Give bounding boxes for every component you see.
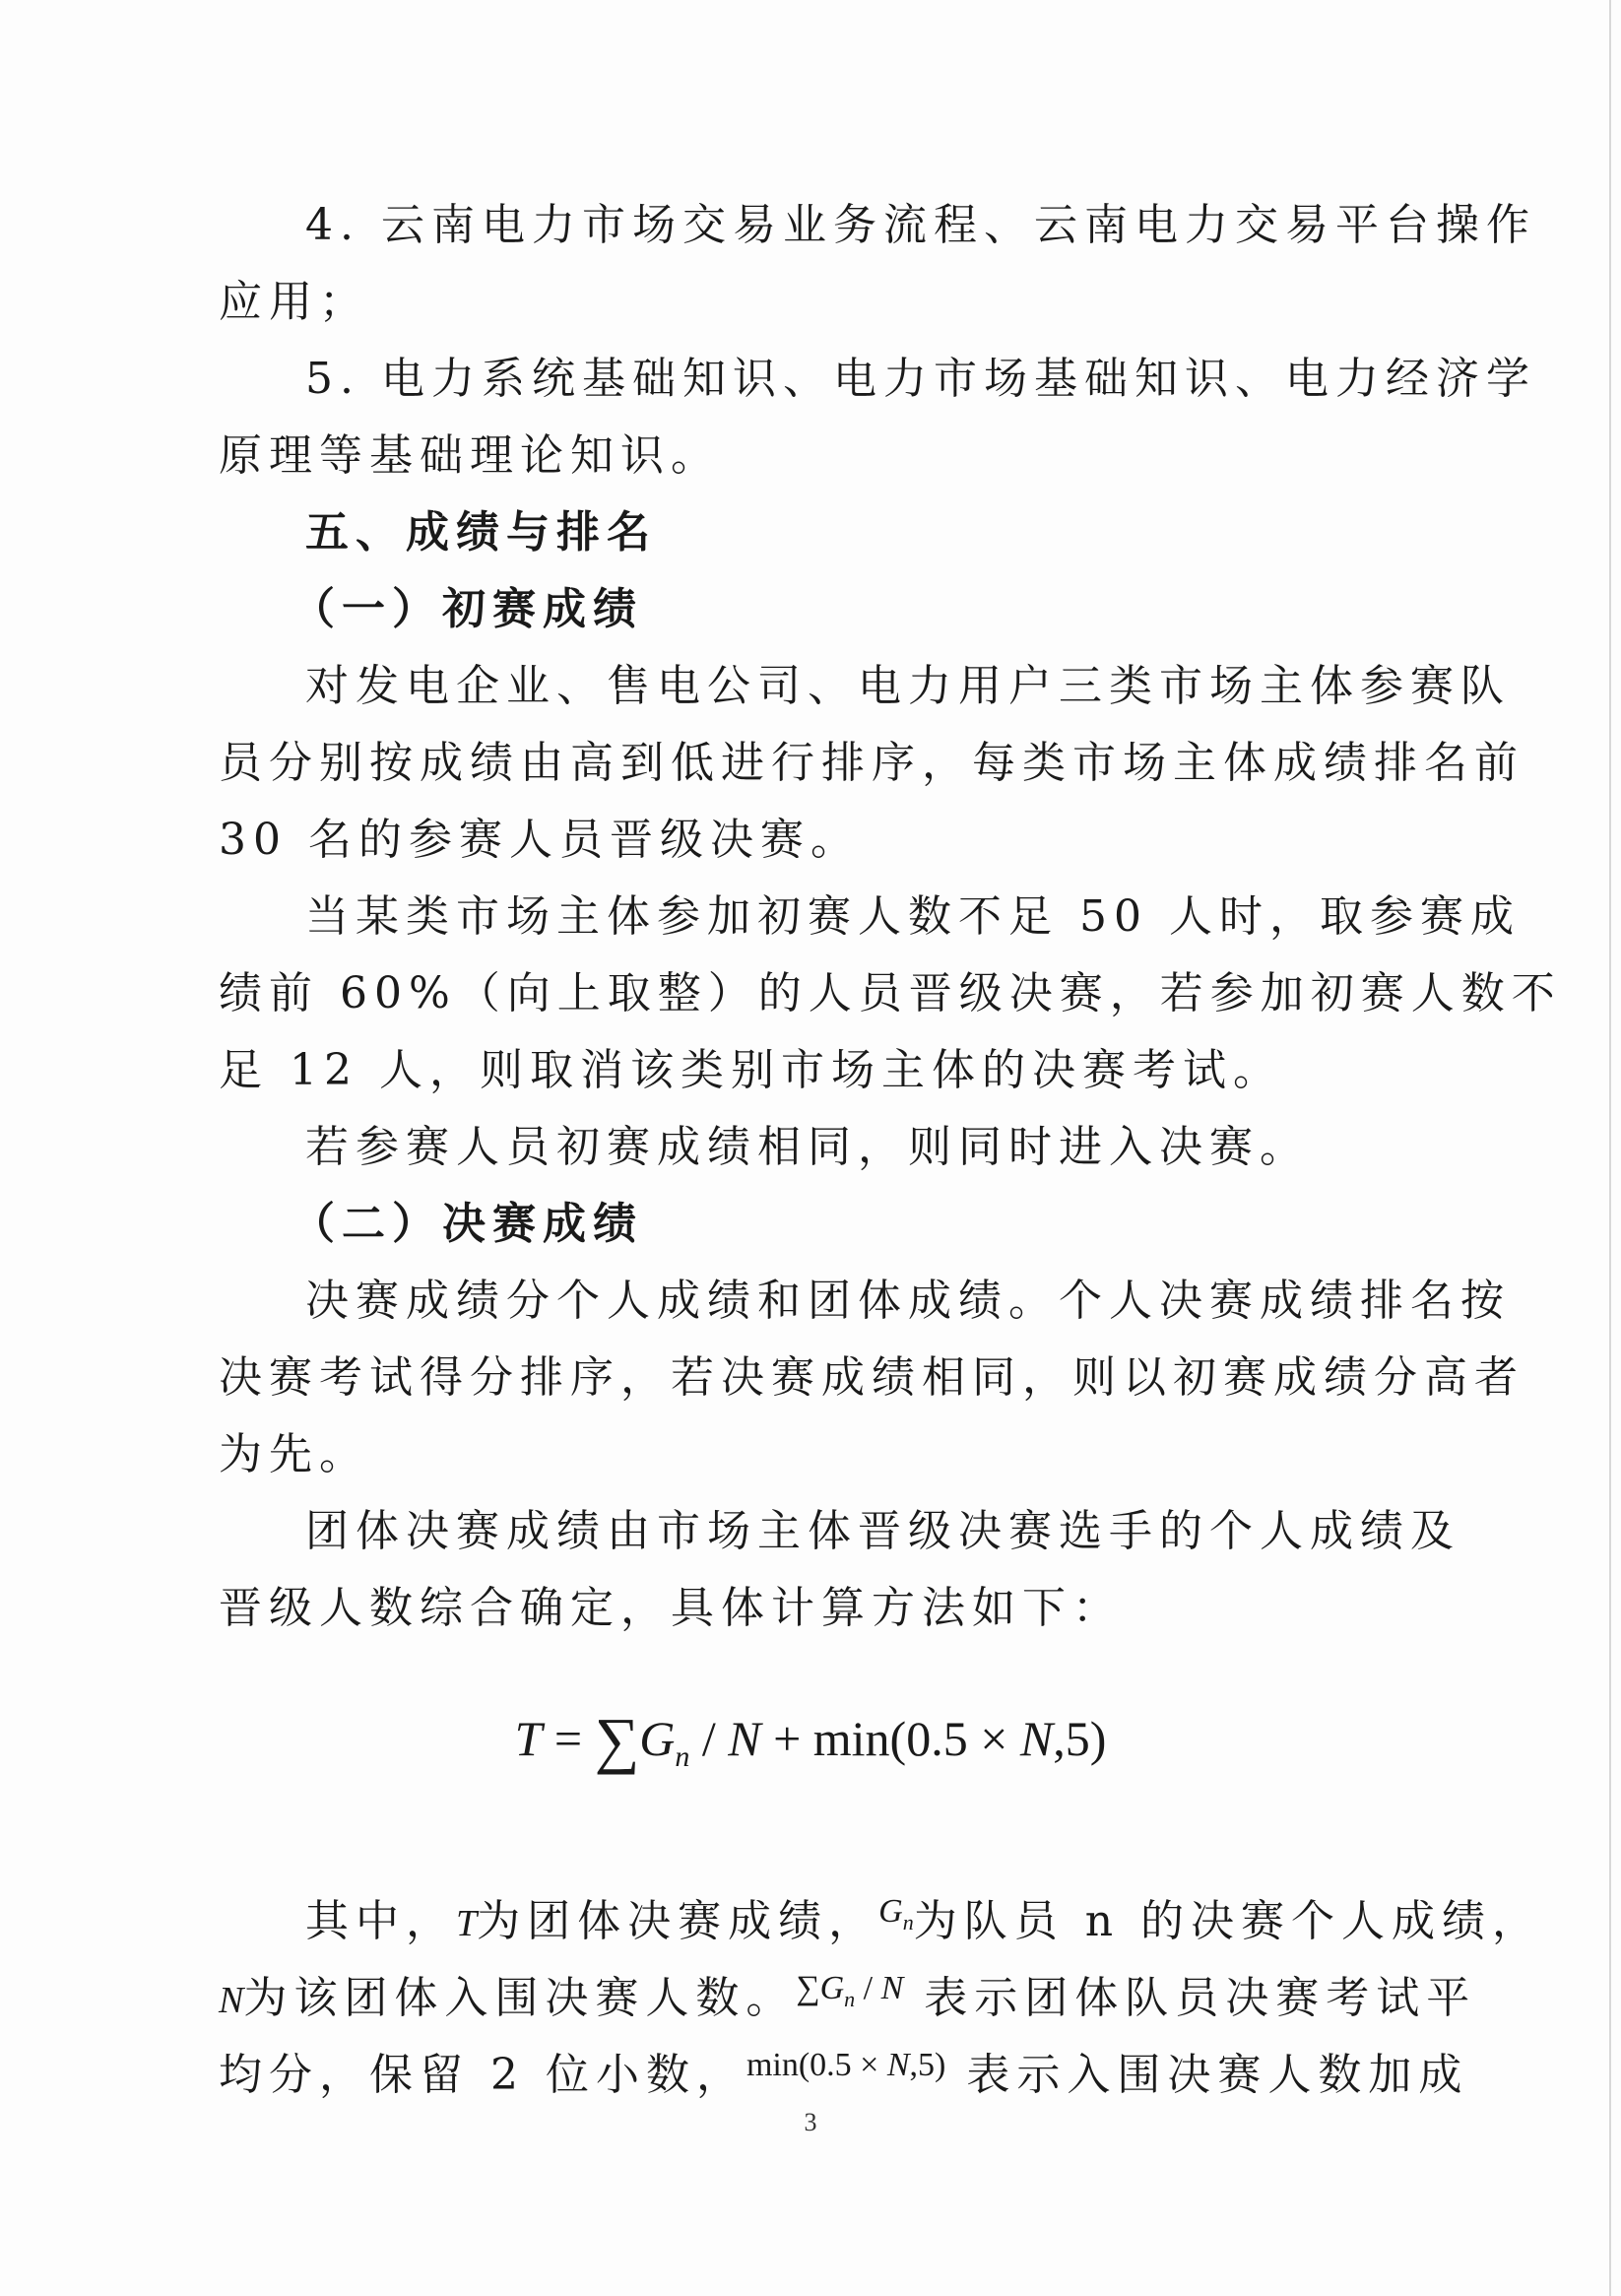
- math-symbol: N: [880, 1970, 904, 2006]
- math-symbol: G: [819, 1970, 845, 2006]
- formula-symbol: =: [542, 1711, 595, 1766]
- formula-symbol: T: [514, 1711, 543, 1766]
- math-symbol: /: [855, 1970, 881, 2006]
- math-symbol: min(0.5 ×: [746, 2047, 887, 2083]
- formula-symbol: N: [728, 1711, 761, 1766]
- page-number: 3: [804, 2108, 817, 2136]
- paragraph-line: 足 12 人，则取消该类别市场主体的决赛考试。: [219, 1045, 1283, 1095]
- math-symbol: N: [219, 1980, 244, 2021]
- sigma-symbol: ∑: [594, 1705, 640, 1775]
- list-item-5-line2: 原理等基础理论知识。: [219, 430, 721, 481]
- explanation-line-1: [219, 1873, 1543, 1950]
- explanation-line-2: [219, 1950, 1477, 2027]
- section-heading-scores-ranking: 五、成绩与排名: [305, 507, 657, 558]
- paragraph-line: 晋级人数综合确定，具体计算方法如下：: [219, 1583, 1123, 1633]
- text-span: 表示入围决赛人数加成: [945, 2050, 1469, 2100]
- formula-symbol: + min(0.5 ×: [760, 1711, 1020, 1766]
- text-span: 表示团体队员决赛考试平: [903, 1973, 1477, 2023]
- list-item-4-line1: 4. 云南电力市场交易业务流程、云南电力交易平台操作: [305, 200, 1536, 250]
- math-subscript: n: [902, 1909, 914, 1935]
- text-span: 均分，保留 2 位小数，: [219, 2050, 746, 2100]
- paragraph-line: 员分别按成绩由高到低进行排序，每类市场主体成绩排名前: [219, 738, 1524, 788]
- list-item-5-line1: 5. 电力系统基础知识、电力市场基础知识、电力经济学: [305, 354, 1536, 404]
- paragraph-line: 决赛成绩分个人成绩和团体成绩。个人决赛成绩排名按: [305, 1276, 1511, 1326]
- paragraph-line: 若参赛人员初赛成绩相同，则同时进入决赛。: [305, 1122, 1310, 1172]
- text-span: 其中，: [305, 1896, 456, 1946]
- scan-edge-line: [1609, 0, 1611, 2296]
- formula-symbol: /: [689, 1711, 729, 1766]
- list-item-4-line2: 应用；: [219, 277, 369, 327]
- text-span: 为队员 n 的决赛个人成绩，: [913, 1896, 1543, 1946]
- paragraph-line: 为先。: [219, 1429, 369, 1479]
- math-symbol: G: [878, 1893, 903, 1930]
- paragraph-line: 当某类市场主体参加初赛人数不足 50 人时，取参赛成: [305, 891, 1521, 942]
- formula-subscript: n: [675, 1740, 690, 1773]
- paragraph-line: 对发电企业、售电公司、电力用户三类市场主体参赛队: [305, 661, 1511, 711]
- formula-explanation: [219, 1873, 1543, 2104]
- paragraph-line: 团体决赛成绩由市场主体晋级决赛选手的个人成绩及: [305, 1506, 1460, 1556]
- text-span: 为团体决赛成绩，: [477, 1896, 879, 1946]
- paragraph-line: 决赛考试得分排序，若决赛成绩相同，则以初赛成绩分高者: [219, 1352, 1524, 1403]
- formula-symbol: G: [639, 1711, 676, 1766]
- math-symbol: N: [886, 2047, 910, 2083]
- math-symbol: ,5): [909, 2047, 946, 2083]
- team-score-formula: [0, 1704, 1621, 1777]
- explanation-line-3: [219, 2027, 1469, 2104]
- sigma-symbol: ∑: [796, 1970, 820, 2006]
- math-symbol: T: [456, 1903, 478, 1944]
- text-span: 为该团体入围决赛人数。: [243, 1973, 797, 2023]
- document-body: [219, 187, 1562, 1647]
- formula-symbol: ,5): [1053, 1711, 1107, 1766]
- formula-symbol: N: [1019, 1711, 1054, 1766]
- paragraph-line: 30 名的参赛人员晋级决赛。: [219, 815, 861, 865]
- subheading-preliminary-scores: （一）初赛成绩: [292, 584, 643, 634]
- paragraph-line: 绩前 60%（向上取整）的人员晋级决赛，若参加初赛人数不: [219, 968, 1562, 1018]
- subheading-final-scores: （二）决赛成绩: [292, 1199, 643, 1249]
- math-subscript: n: [844, 1986, 856, 2011]
